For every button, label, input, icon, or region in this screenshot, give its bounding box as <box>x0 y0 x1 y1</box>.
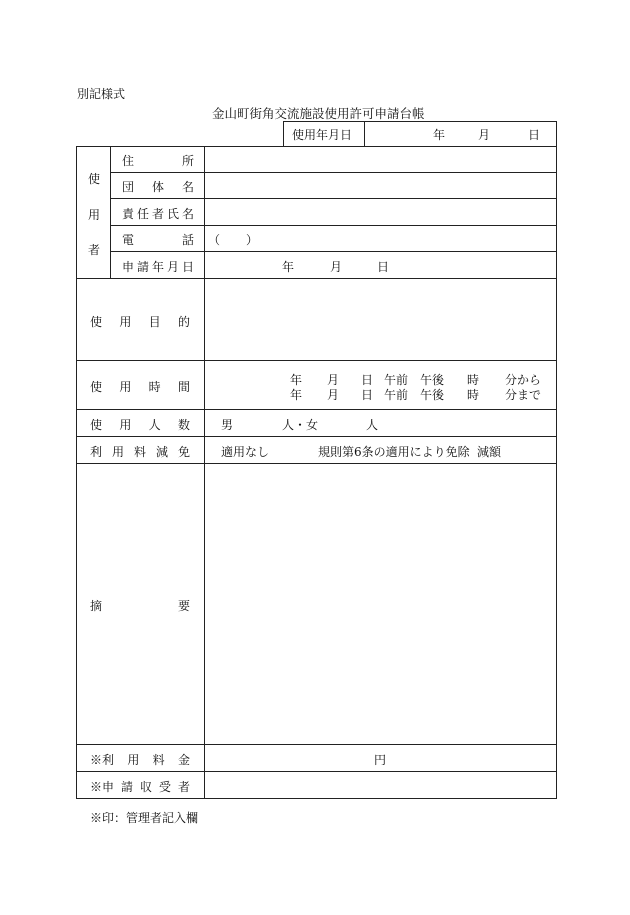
from-pm: 午後 <box>420 373 445 387</box>
to-hour: 時 <box>467 388 480 402</box>
org-name-label: 団 体 名 <box>122 180 194 194</box>
footnote: ※印：管理者記入欄 <box>90 811 199 825</box>
fee-reduction-rule: 規則第6条の適用により免除 <box>318 445 470 459</box>
form-label: 別記様式 <box>77 87 126 101</box>
usage-time-label: 使 用 時 間 <box>90 380 190 394</box>
from-minute: 分から <box>505 373 542 387</box>
to-day: 日 <box>361 388 374 402</box>
usage-date-day: 日 <box>528 128 541 142</box>
from-month: 月 <box>327 373 340 387</box>
summary-label: 摘 要 <box>90 599 190 613</box>
purpose-label: 使 用 目 的 <box>90 315 190 329</box>
fee-unit: 円 <box>374 753 387 767</box>
receiver-label: ※申 請 収 受 者 <box>90 780 190 794</box>
apply-day: 日 <box>377 260 390 274</box>
page-title: 金山町街角交流施設使用許可申請台帳 <box>212 106 425 121</box>
apply-date-label: 申 請 年 月 日 <box>122 260 194 274</box>
usage-date-label: 使用年月日 <box>292 128 353 142</box>
people-separator: 人・女 <box>282 418 319 432</box>
people-unit: 人 <box>366 418 379 432</box>
fee-reduction-label: 利 用 料 減 免 <box>90 445 190 459</box>
usage-date-year: 年 <box>433 128 446 142</box>
from-hour: 時 <box>467 373 480 387</box>
to-month: 月 <box>327 388 340 402</box>
fee-reduction-none: 適用なし <box>221 445 270 459</box>
phone-paren-open: （ <box>208 233 221 247</box>
to-pm: 午後 <box>420 388 445 402</box>
to-am: 午前 <box>384 388 409 402</box>
phone-paren-close: ） <box>246 233 259 247</box>
people-male: 男 <box>221 418 234 432</box>
from-year: 年 <box>290 373 303 387</box>
phone-label: 電 話 <box>122 233 194 247</box>
user-group-label-1: 使 <box>88 172 101 186</box>
to-minute: 分まで <box>505 388 542 402</box>
fee-reduction-reduce: 減額 <box>477 445 502 459</box>
from-am: 午前 <box>384 373 409 387</box>
apply-month: 月 <box>330 260 343 274</box>
people-label: 使 用 人 数 <box>90 418 190 432</box>
responsible-label: 責 任 者 氏 名 <box>122 207 194 221</box>
apply-year: 年 <box>282 260 295 274</box>
usage-date-month: 月 <box>478 128 491 142</box>
user-group-label-2: 用 <box>88 208 101 222</box>
to-year: 年 <box>290 388 303 402</box>
address-label: 住 所 <box>122 154 194 168</box>
from-day: 日 <box>361 373 374 387</box>
user-group-label-3: 者 <box>88 243 101 257</box>
fee-label: ※利 用 料 金 <box>90 753 190 767</box>
